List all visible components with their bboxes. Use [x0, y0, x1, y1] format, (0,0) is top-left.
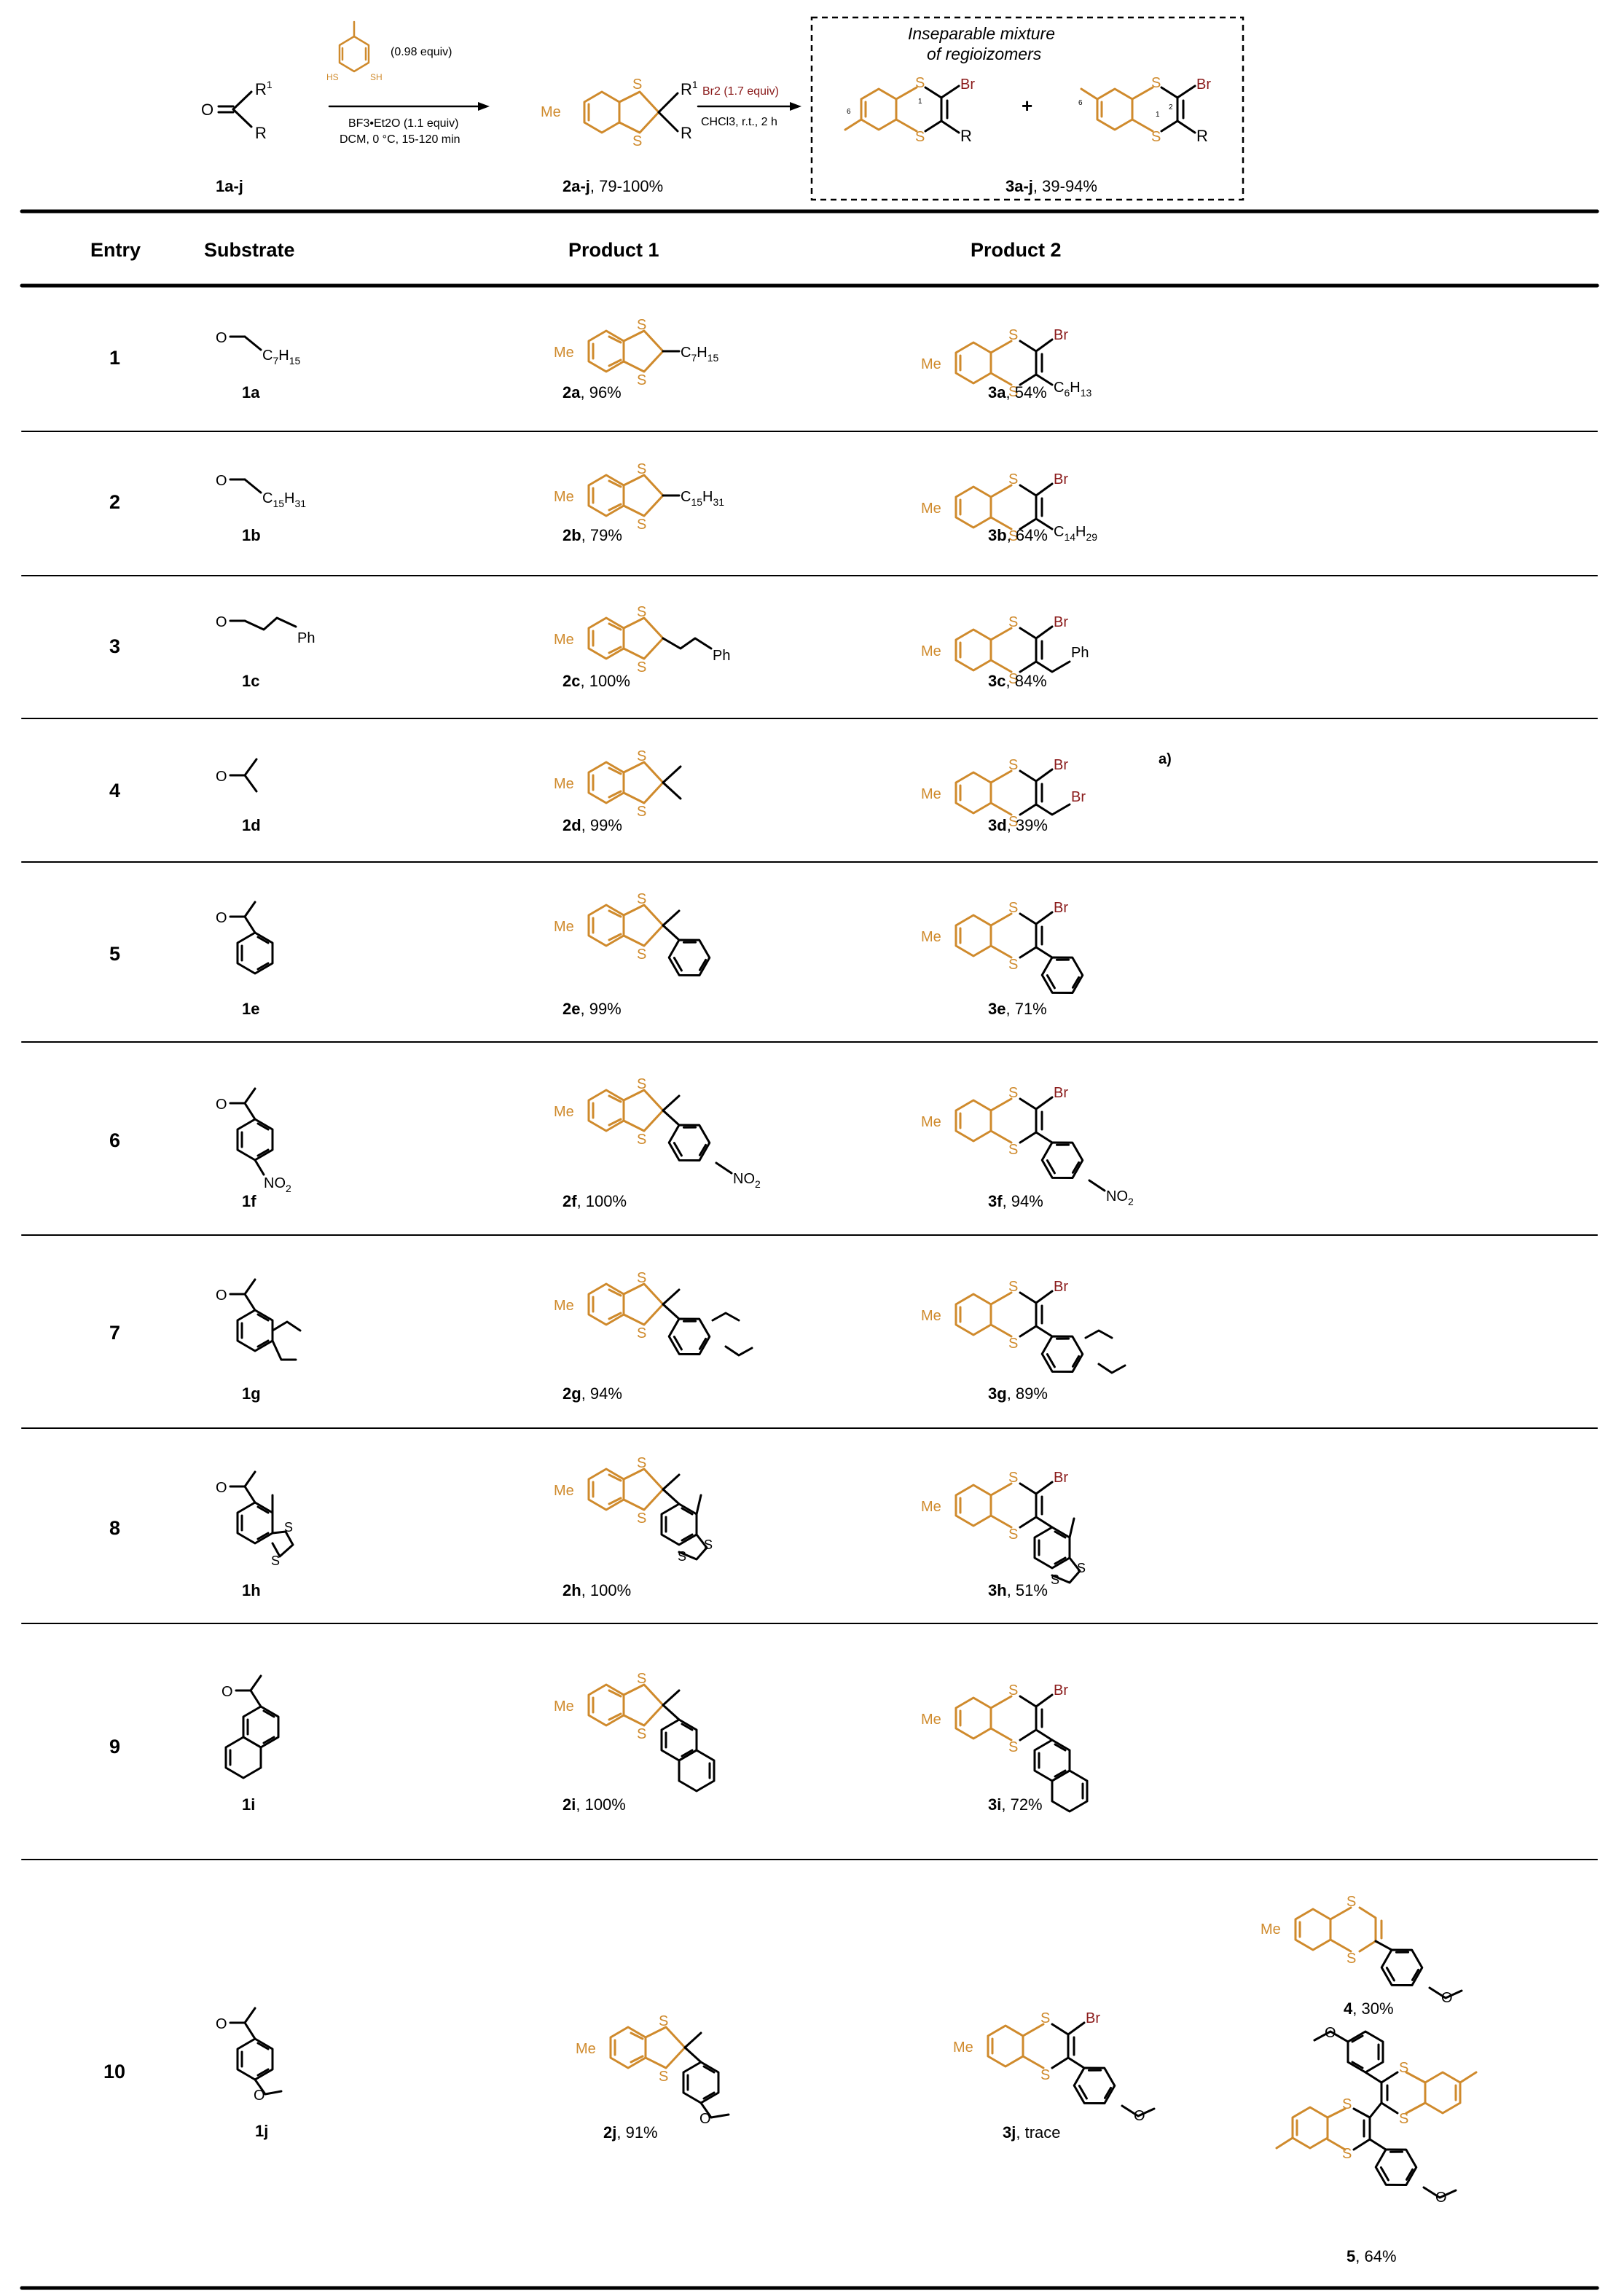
substrate-label: 1e — [242, 1000, 260, 1018]
product2-caption: 3a, 54% — [988, 383, 1047, 401]
bromine-reagent: Br2 (1.7 equiv) — [702, 85, 779, 98]
product1-structure — [554, 1671, 714, 1791]
svg-text:O: O — [1325, 2025, 1336, 2041]
product2-caption: 3h, 51% — [988, 1581, 1048, 1599]
r1-R: R — [960, 127, 972, 145]
svg-text:O: O — [1441, 1990, 1453, 2006]
r2-locant-6: 6 — [1078, 99, 1083, 107]
dithiol-equiv: (0.98 equiv) — [391, 46, 452, 58]
svg-text:Br: Br — [1071, 789, 1086, 805]
plus-sign: + — [1022, 95, 1033, 117]
product2-caption: 3j, trace — [1003, 2123, 1061, 2142]
atom-R: R — [255, 124, 267, 142]
product2-structure — [921, 1470, 1086, 1587]
product1-structure — [554, 461, 724, 533]
table-row — [109, 1455, 1086, 1599]
product2-structure — [921, 1682, 1087, 1811]
product1-caption: 2g, 94% — [562, 1384, 622, 1403]
step1-conditions: DCM, 0 °C, 15-120 min — [340, 133, 460, 146]
substrate-label: 1j — [255, 2122, 269, 2140]
r2-S-top: S — [1151, 75, 1161, 91]
product1-caption: 2i, 100% — [562, 1795, 626, 1814]
product1-structure — [554, 1455, 713, 1564]
product2-caption: 3g, 89% — [988, 1384, 1048, 1403]
substrate-label: 1g — [242, 1384, 261, 1403]
footnote-mark: a) — [1159, 751, 1172, 767]
product1-caption: 2b, 79% — [562, 526, 622, 544]
entry-number: 2 — [109, 491, 121, 513]
svg-text:O: O — [216, 614, 227, 630]
table-row — [109, 604, 1089, 690]
substrate-structure — [222, 1676, 278, 1778]
intermediate-caption: 2a-j, 79-100% — [562, 177, 664, 195]
r1-locant-6: 6 — [847, 108, 851, 116]
product2-caption: 3e, 71% — [988, 1000, 1047, 1018]
substrate-structure — [216, 2008, 281, 2104]
r2-locant-1: 1 — [1156, 111, 1160, 119]
table-row — [109, 891, 1088, 1018]
svg-text:S: S — [678, 1549, 687, 1564]
entry-number: 8 — [109, 1517, 121, 1539]
product2-structure — [921, 1085, 1134, 1207]
substrate-label: 1h — [242, 1581, 261, 1599]
substrate-structure — [216, 330, 300, 367]
svg-text:Me: Me — [1261, 1921, 1281, 1938]
substrate-label: 1a — [242, 383, 260, 401]
substrate-structure — [216, 614, 315, 646]
svg-text:O: O — [216, 769, 227, 785]
lewis-acid: BF3•Et2O (1.1 equiv) — [348, 117, 459, 130]
entry-number: 3 — [109, 635, 121, 657]
svg-text:O: O — [1134, 2108, 1145, 2124]
r1-Br: Br — [960, 77, 975, 93]
r1-S-top: S — [915, 75, 925, 91]
svg-text:Ph: Ph — [713, 648, 731, 664]
atom-S-bottom: S — [632, 133, 643, 149]
product2-caption: 3b, 64% — [988, 526, 1048, 544]
atom-R1: $R^1$ — [255, 79, 273, 98]
start-label: 1a-j — [216, 177, 243, 195]
step2-conditions: CHCl3, r.t., 2 h — [701, 116, 777, 128]
table-row — [109, 1270, 1125, 1403]
product2-structure — [921, 900, 1088, 1001]
svg-text:S: S — [704, 1537, 713, 1552]
product1-structure — [554, 1270, 752, 1363]
svg-text:S: S — [1399, 2111, 1409, 2127]
r2-Br: Br — [1196, 77, 1211, 93]
svg-text:O: O — [1435, 2190, 1447, 2206]
substrate-structure — [216, 1089, 291, 1194]
product1-caption: 2f, 100% — [562, 1192, 627, 1210]
table-row — [109, 1671, 1087, 1814]
table-row — [109, 1076, 1134, 1210]
thiol-sh: SH — [370, 72, 383, 82]
substrate-label: 1b — [242, 526, 261, 544]
substrate-label: 1d — [242, 816, 261, 834]
entry-number: 5 — [109, 943, 121, 965]
thiol-hs: HS — [326, 72, 339, 82]
substrate-structure — [216, 473, 306, 509]
svg-text:Ph: Ph — [1071, 645, 1089, 661]
svg-text:S: S — [284, 1520, 294, 1535]
table-row — [109, 748, 1172, 834]
product1-caption: 2h, 100% — [562, 1581, 632, 1599]
svg-text:C15H31: $C_{15}H_{31}$ — [262, 490, 307, 509]
svg-text:S: S — [1342, 2146, 1352, 2162]
compound-5-caption: 5, 64% — [1346, 2247, 1397, 2265]
header-product1: Product 1 — [568, 239, 659, 261]
header-substrate: Substrate — [204, 239, 295, 261]
substrate-structure — [216, 759, 256, 791]
compound-4-caption: 4, 30% — [1344, 1999, 1394, 2018]
box-title-line2: of regioizomers — [927, 44, 1042, 63]
svg-text:S: S — [1346, 1894, 1357, 1910]
product1-structure — [554, 317, 718, 388]
product2-caption: 3i, 72% — [988, 1795, 1043, 1814]
atom-R-int: R — [681, 124, 692, 142]
svg-text:O: O — [216, 473, 227, 489]
product1-structure — [576, 2013, 729, 2127]
entry-number: 7 — [109, 1322, 121, 1344]
svg-text:NO2: $NO_2$ — [1106, 1188, 1134, 1207]
entry-number: 1 — [109, 347, 121, 369]
svg-text:O: O — [254, 2088, 265, 2104]
product2-structure — [921, 1279, 1125, 1380]
product2-caption: 3d, 39% — [988, 816, 1048, 834]
table-row — [109, 461, 1097, 544]
r2-R: R — [1196, 127, 1208, 145]
header-entry: Entry — [90, 239, 141, 261]
substrate-label: 1c — [242, 672, 260, 690]
table-row — [109, 317, 1091, 401]
svg-text:NO2: $NO_2$ — [733, 1171, 761, 1190]
compound-5-structure — [1277, 2025, 1476, 2206]
substrate-label: 1f — [242, 1192, 256, 1210]
entry-number: 6 — [109, 1129, 121, 1151]
entry-number: 9 — [109, 1736, 121, 1758]
box-title-line1: Inseparable mixture — [908, 24, 1055, 43]
svg-text:C7H15: $C_7H_{15}$ — [262, 348, 301, 367]
entry-number: 10 — [103, 2061, 126, 2083]
r1-S-bottom: S — [915, 129, 925, 145]
atom-R1-int: $R^1$ — [681, 79, 698, 98]
product1-caption: 2d, 99% — [562, 816, 622, 834]
product1-structure — [554, 604, 730, 675]
product1-caption: 2j, 91% — [603, 2123, 658, 2142]
substrate-structure — [216, 902, 273, 973]
substrate-label: 1i — [242, 1795, 256, 1814]
table-row — [103, 1894, 1476, 2265]
product1-caption: 2a, 96% — [562, 383, 622, 401]
product2-structure — [953, 2010, 1154, 2124]
svg-text:S: S — [271, 1553, 281, 1568]
svg-text:S: S — [1077, 1561, 1086, 1575]
r2-S-bottom: S — [1151, 129, 1161, 145]
product1-caption: 2e, 99% — [562, 1000, 622, 1018]
svg-text:Ph: Ph — [297, 630, 315, 646]
product-caption: 3a-j, 39-94% — [1005, 177, 1097, 195]
svg-text:S: S — [1399, 2060, 1409, 2076]
svg-text:C6H13: $C_6H_{13}$ — [1054, 380, 1092, 399]
product2-caption: 3f, 94% — [988, 1192, 1043, 1210]
svg-text:S: S — [1346, 1951, 1357, 1967]
svg-text:S: S — [1342, 2096, 1352, 2112]
substrate-structure — [216, 1280, 300, 1360]
svg-text:NO2: $NO_2$ — [264, 1175, 291, 1194]
product1-structure — [554, 748, 681, 820]
header-product2: Product 2 — [971, 239, 1062, 261]
product2-caption: 3c, 84% — [988, 672, 1047, 690]
substrate-structure — [216, 1472, 293, 1568]
r2-locant-2: 2 — [1169, 103, 1173, 111]
product1-structure — [554, 891, 715, 984]
product1-caption: 2c, 100% — [562, 672, 630, 690]
svg-text:C7H15: $C_7H_{15}$ — [681, 345, 719, 364]
svg-text:C14H29: $C_{14}H_{29}$ — [1054, 524, 1098, 543]
atom-O: O — [201, 101, 214, 119]
product1-structure — [554, 1076, 761, 1190]
entry-number: 4 — [109, 780, 121, 802]
r1-locant-1: 1 — [918, 98, 922, 106]
atom-S-top: S — [632, 77, 643, 93]
svg-text:C15H31: $C_{15}H_{31}$ — [681, 489, 725, 508]
atom-Me: Me — [541, 104, 561, 120]
svg-text:O: O — [216, 330, 227, 346]
compound-4-structure — [1261, 1894, 1462, 2006]
svg-text:O: O — [699, 2111, 711, 2127]
svg-text:S: S — [1051, 1572, 1060, 1587]
